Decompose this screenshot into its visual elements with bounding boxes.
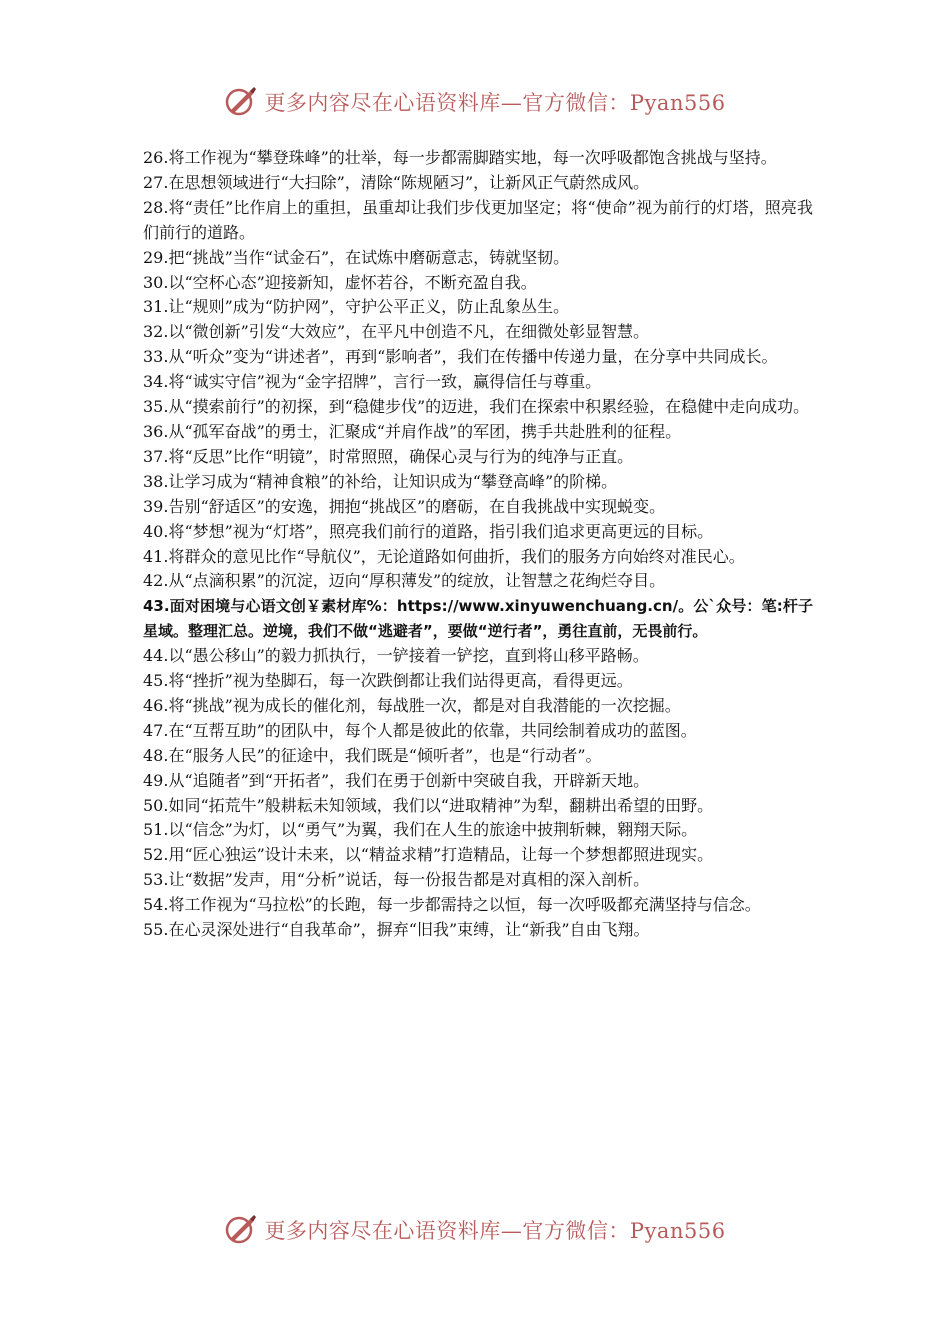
list-item: 50.如同“拓荒牛”般耕耘未知领域，我们以“进取精神”为犁，翻耕出希望的田野。 [143,795,714,815]
footer-banner-text: 更多内容尽在心语资料库—官方微信：Pyan556 [264,1219,726,1243]
list-item: 33.从“听众”变为“讲述者”，再到“影响者”，我们在传播中传递力量，在分享中共同成长。 [143,347,778,367]
list-item: 28.将“责任”比作肩上的重担，虽重却让我们步伐更加坚定；将“使命”视为前行的灯塔，照亮我们前行的道路。 [143,197,813,242]
list-item: 53.让“数据”发声，用“分析”说话，每一份报告都是对真相的深入剖析。 [143,870,650,890]
list-item: 27.在思想领域进行“大扫除”，清除“陈规陋习”，让新风正气蔚然成风。 [143,172,650,192]
list-item: 39.告别“舒适区”的安逸，拥抱“挑战区”的磨砺，在自我挑战中实现蜕变。 [143,496,666,516]
header-banner [0,82,950,122]
list-item: 54.将工作视为“马拉松”的长跑，每一步都需持之以恒，每一次呼吸都充满坚持与信念。 [143,895,761,915]
list-item: 48.在“服务人民”的征途中，我们既是“倾听者”，也是“行动者”。 [143,745,602,765]
list-item: 47.在“互帮互助”的团队中，每个人都是彼此的依靠，共同绘制着成功的蓝图。 [143,720,697,740]
list-item: 49.从“追随者”到“开拓者”，我们在勇于创新中突破自我，开辟新天地。 [143,770,650,790]
list-item: 41.将群众的意见比作“导航仪”，无论道路如何曲折，我们的服务方向始终对准民心。 [143,546,745,566]
text-list [143,146,813,943]
header-banner-text: 更多内容尽在心语资料库—官方微信：Pyan556 [264,91,726,115]
list-item: 37.将“反思”比作“明镜”，时常照照，确保心灵与行为的纯净与正直。 [143,446,634,466]
list-item: 36.从“孤军奋战”的勇士，汇聚成“并肩作战”的军团，携手共赴胜利的征程。 [143,421,682,441]
list-item: 52.用“匠心独运”设计未来，以“精益求精”打造精品，让每一个梦想都照进现实。 [143,845,714,865]
list-item: 46.将“挑战”视为成长的催化剂，每战胜一次，都是对自我潜能的一次挖掘。 [143,695,681,715]
list-item: 32.以“微创新”引发“大效应”，在平凡中创造不凡，在细微处彰显智慧。 [143,322,650,342]
list-item: 29.把“挑战”当作“试金石”，在试炼中磨砺意志，铸就坚韧。 [143,247,570,267]
list-item: 34.将“诚实守信”视为“金字招牌”，言行一致，赢得信任与尊重。 [143,372,602,392]
list-item: 40.将“梦想”视为“灯塔”，照亮我们前行的道路，指引我们追求更高更远的目标。 [143,521,714,541]
list-item: 45.将“挫折”视为垫脚石，每一次跌倒都让我们站得更高，看得更远。 [143,671,633,691]
pen-logo-icon [224,1213,258,1247]
footer-banner [0,1210,950,1250]
list-item: 38.让学习成为“精神食粮”的补给，让知识成为“攀登高峰”的阶梯。 [143,471,618,491]
list-item: 26.将工作视为“攀登珠峰”的壮举，每一步都需脚踏实地，每一次呼吸都饱含挑战与坚持。 [143,148,777,167]
list-item: 42.从“点滴积累”的沉淀，迈向“厚积薄发”的绽放，让智慧之花绚烂夺目。 [143,571,666,591]
list-item: 44.以“愚公移山”的毅力抓执行，一铲接着一铲挖，直到将山移平路畅。 [143,646,649,666]
list-item-promo: 43.面对困境与心语文创￥素材库%：https://www.xinyuwenchuang.cn/。公`众号：笔:杆子星域。整理汇总。逆境，我们不做“逃避者”，要做“逆行者”，勇往直前，无畏前行。 [143,597,813,641]
list-item: 31.让“规则”成为“防护网”，守护公平正义，防止乱象丛生。 [143,297,570,317]
list-item: 30.以“空杯心态”迎接新知，虚怀若谷，不断充盈自我。 [143,272,537,292]
pen-logo-icon [224,85,258,119]
list-item: 35.从“摸索前行”的初探，到“稳健步伐”的迈进，我们在探索中积累经验，在稳健中走向成功。 [143,397,810,417]
list-item: 51.以“信念”为灯，以“勇气”为翼，我们在人生的旅途中披荆斩棘，翱翔天际。 [143,820,698,840]
list-item: 55.在心灵深处进行“自我革命”，摒弃“旧我”束缚，让“新我”自由飞翔。 [143,920,650,940]
